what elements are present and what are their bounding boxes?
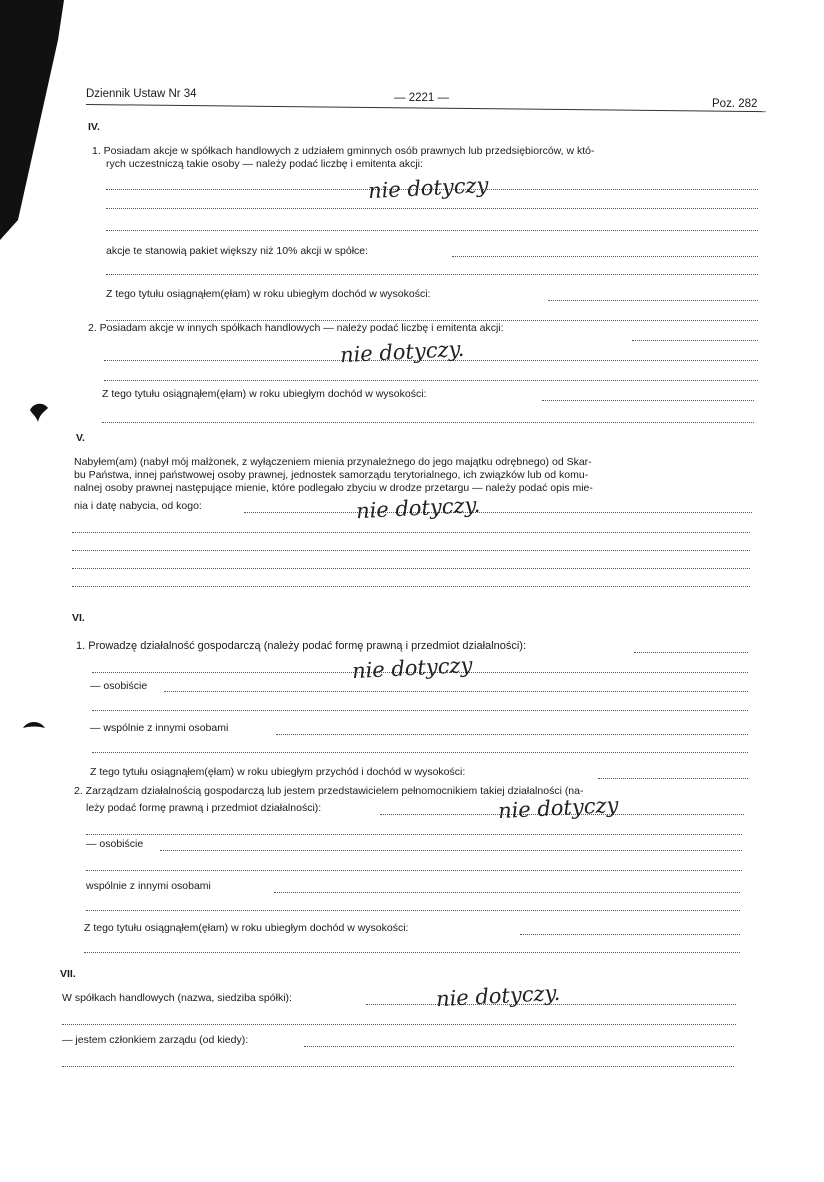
section-iv-stake-label: akcje te stanowią pakiet większy niż 10% akcji w spółce: bbox=[106, 245, 369, 257]
section-vi-item2-text: 2. Zarządzam działalnością gospodarczą lub jestem przedstawicielem pełnomocnikiem takiej działalności (na- bbox=[74, 785, 584, 797]
fill-line bbox=[106, 320, 758, 321]
fill-line bbox=[632, 340, 758, 341]
fill-line bbox=[274, 892, 740, 893]
section-vi-item2-income: Z tego tytułu osiągnąłem(ęłam) w roku ubiegłym dochód w wysokości: bbox=[84, 922, 409, 934]
fill-line bbox=[106, 208, 758, 209]
journal-title: Dziennik Ustaw Nr 34 bbox=[86, 88, 197, 100]
page-number: — 2221 — bbox=[394, 92, 449, 104]
punch-hole-mark bbox=[28, 400, 50, 424]
section-vi-item1-jointly: — wspólnie z innymi osobami bbox=[90, 722, 229, 734]
section-iv-item1-text-cont: rych uczestniczą takie osoby — należy podać liczbę i emitenta akcji: bbox=[106, 158, 423, 170]
handwritten-answer: nie dotyczy. bbox=[435, 980, 561, 1012]
fill-line bbox=[244, 512, 752, 513]
fill-line bbox=[104, 380, 758, 381]
section-vi-item1-income: Z tego tytułu osiągnąłem(ęłam) w roku ubiegłym przychód i dochód w wysokości: bbox=[90, 766, 466, 778]
fill-line bbox=[72, 586, 750, 587]
section-iv-item1-income: Z tego tytułu osiągnąłem(ęłam) w roku ubiegłym dochód w wysokości: bbox=[106, 288, 431, 300]
section-vii-companies: W spółkach handlowych (nazwa, siedziba spółki): bbox=[62, 992, 292, 1004]
section-vi-item2-personal: — osobiście bbox=[86, 838, 144, 850]
section-v-text: Nabyłem(am) (nabył mój małżonek, z wyłączeniem mienia przynależnego do jego majątku odrębnego) od Skar- bbox=[74, 456, 592, 468]
section-v-text-2: bu Państwa, innej państwowej osoby prawnej, jednostek samorządu terytorialnego, ich związków lub od komu- bbox=[74, 469, 589, 481]
fill-line bbox=[86, 834, 742, 835]
section-vi-item1-text: 1. Prowadzę działalność gospodarczą (należy podać formę prawną i przedmiot działalności): bbox=[76, 640, 527, 652]
section-vii-number: VII. bbox=[60, 968, 76, 980]
fill-line bbox=[84, 952, 740, 953]
fill-line bbox=[86, 870, 742, 871]
section-vi-item2-text-cont: leży podać formę prawną i przedmiot działalności): bbox=[86, 802, 322, 814]
handwritten-answer: nie dotyczy. bbox=[339, 336, 465, 368]
fill-line bbox=[164, 691, 748, 692]
section-iv-item2-income: Z tego tytułu osiągnąłem(ęłam) w roku ubiegłym dochód w wysokości: bbox=[102, 388, 427, 400]
fill-line bbox=[92, 710, 748, 711]
section-vi-item2-jointly: wspólnie z innymi osobami bbox=[86, 880, 211, 892]
punch-hole-mark bbox=[22, 718, 46, 734]
fill-line bbox=[72, 532, 750, 533]
fill-line bbox=[304, 1046, 734, 1047]
fill-line bbox=[276, 734, 748, 735]
fill-line bbox=[102, 422, 754, 423]
fill-line bbox=[598, 778, 748, 779]
handwritten-answer: nie dotyczy bbox=[497, 792, 619, 824]
fill-line bbox=[106, 274, 758, 275]
section-iv-item2-text: 2. Posiadam akcje w innych spółkach handlowych — należy podać liczbę i emitenta akcji: bbox=[88, 322, 504, 334]
fill-line bbox=[634, 652, 748, 653]
fill-line bbox=[520, 934, 740, 935]
fill-line bbox=[72, 550, 750, 551]
section-v-text-4: nia i datę nabycia, od kogo: bbox=[74, 500, 202, 512]
fill-line bbox=[542, 400, 754, 401]
fill-line bbox=[106, 230, 758, 231]
fill-line bbox=[86, 910, 740, 911]
scan-shadow bbox=[0, 0, 824, 240]
section-v-number: V. bbox=[76, 432, 85, 444]
section-vi-number: VI. bbox=[72, 612, 85, 624]
fill-line bbox=[62, 1024, 736, 1025]
fill-line bbox=[548, 300, 758, 301]
section-v-text-3: nalnej osoby prawnej następujące mienie, które podlegało zbyciu w drodze przetargu — należy podać opis mie- bbox=[74, 482, 593, 494]
section-iv-number: IV. bbox=[88, 121, 100, 133]
section-vii-board-member: — jestem członkiem zarządu (od kiedy): bbox=[62, 1034, 249, 1046]
handwritten-answer: nie dotyczy. bbox=[355, 492, 481, 524]
fill-line bbox=[92, 752, 748, 753]
section-iv-item1-text: 1. Posiadam akcje w spółkach handlowych z udziałem gminnych osób prawnych lub przedsiębiorców, w któ- bbox=[92, 145, 595, 157]
fill-line bbox=[72, 568, 750, 569]
fill-line bbox=[62, 1066, 734, 1067]
position-number: Poz. 282 bbox=[712, 98, 758, 110]
section-vi-item1-personal: — osobiście bbox=[90, 680, 148, 692]
fill-line bbox=[452, 256, 758, 257]
handwritten-answer: nie dotyczy bbox=[351, 652, 473, 684]
fill-line bbox=[160, 850, 742, 851]
handwritten-answer: nie dotyczy bbox=[367, 172, 489, 204]
